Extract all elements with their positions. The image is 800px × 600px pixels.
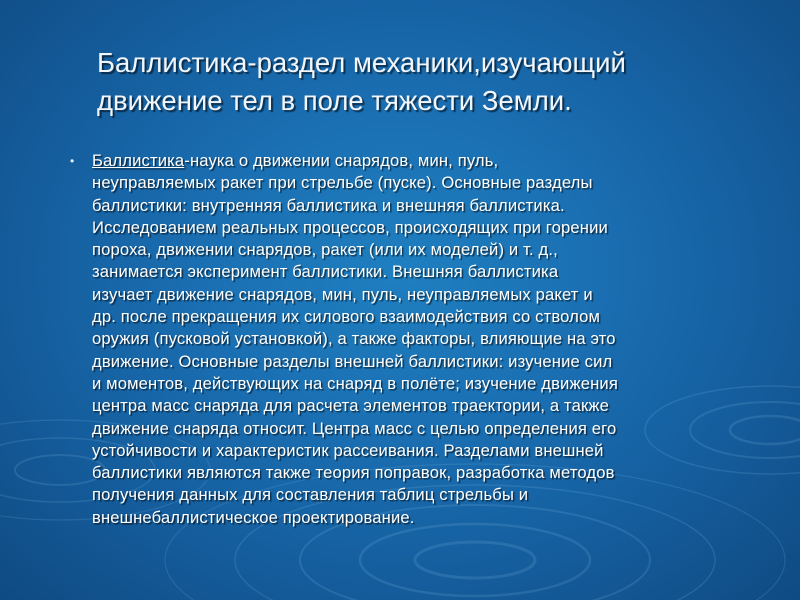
slide-title [97, 44, 737, 120]
body-line: -наука о движении снарядов, мин, пуль, [184, 151, 499, 170]
body-line: внешнебаллистическое проектирование. [92, 507, 415, 527]
body-line: неуправляемых ракет при стрельбе (пуске). Основные разделы [92, 173, 593, 193]
title-line: Баллистика-раздел механики,изучающий [97, 47, 626, 78]
body-line: Исследованием реальных процессов, происходящих при горении [92, 217, 608, 237]
body-line: центра масс снаряда для расчета элементов траектории, а также [92, 396, 610, 416]
body-line: движение. Основные разделы внешней баллистики: изучение сил [92, 351, 613, 371]
bullet-icon: • [70, 154, 75, 168]
body-line: др. после прекращения их силового взаимодействия со стволом [92, 307, 601, 327]
body-line: изучает движение снарядов, мин, пуль, неуправляемых ракет и [92, 284, 593, 304]
bullet-body-text [92, 150, 768, 529]
body-line: баллистики: внутренняя баллистика и внешняя баллистика. [92, 195, 565, 215]
body-line: баллистики являются также теория поправок, разработка методов [92, 463, 615, 483]
body-line: движение снаряда относит. Центра масс с целью определения его [92, 418, 617, 438]
title-line: движение тел в поле тяжести Земли. [97, 85, 572, 116]
body-line: получения данных для составления таблиц стрельбы и [92, 485, 529, 505]
body-line: пороха, движении снарядов, ракет (или их моделей) и т. д., [92, 240, 558, 260]
body-line: устойчивости и характеристик рассеивания. Разделами внешней [92, 440, 604, 460]
term-link[interactable]: Баллистика [92, 151, 185, 170]
body-line: оружия (пусковой установкой), а также факторы, влияющие на это [92, 329, 616, 349]
body-line: занимается эксперимент баллистики. Внешняя баллистика [92, 262, 559, 282]
body-line: и моментов, действующих на снаряд в полёте; изучение движения [92, 373, 618, 393]
